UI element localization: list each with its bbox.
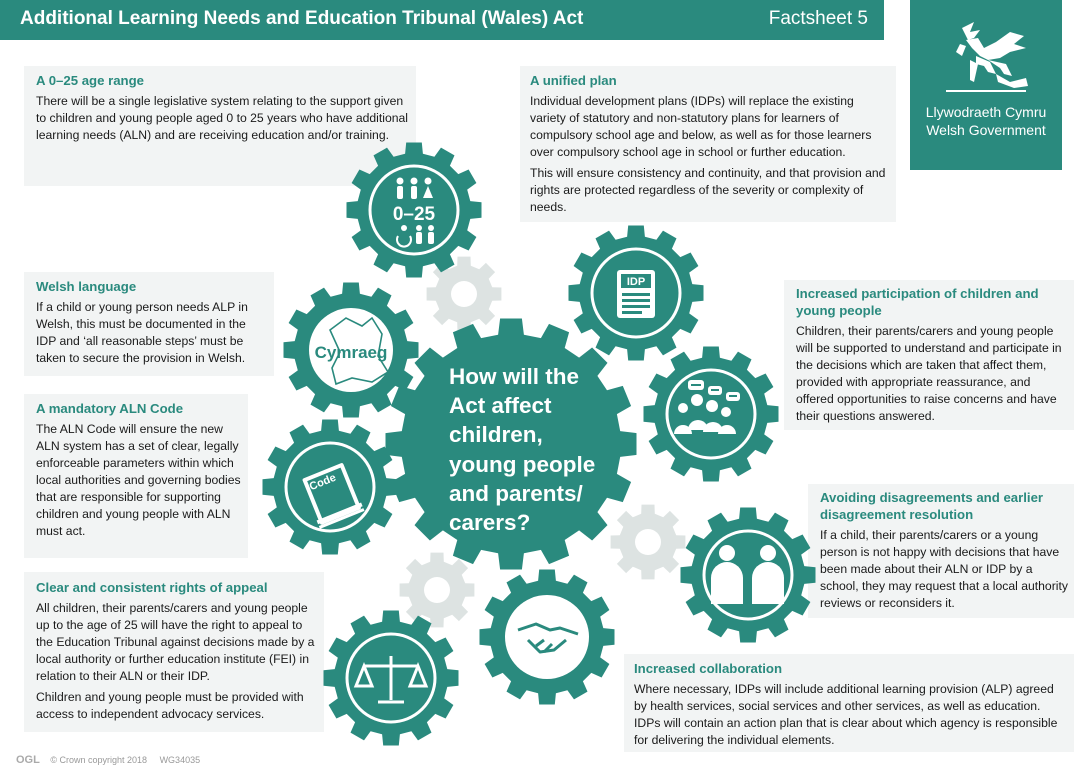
section-title: A unified plan — [530, 73, 617, 88]
section-body: The ALN Code will ensure the new ALN system has a set of clear, legally enforceable parameters within which local authorities and governing bodies that are responsible for supporting children and young people with ALN must act. — [36, 422, 241, 538]
document-code: WG34035 — [159, 755, 201, 765]
section-appeal — [36, 579, 322, 727]
section-body: If a child, their parents/carers or a young person is not happy with decisions that have been made about their ALN or IDP by a school, they may request that a local authority reviews or reconsiders it. — [820, 528, 1068, 610]
central-question: How will the Act affect children, young people and parents/ carers? — [449, 364, 596, 536]
collaboration-gear-icon — [480, 570, 615, 705]
section-welsh-language — [36, 278, 262, 371]
section-title: Avoiding disagreements and earlier disagreement resolution — [820, 490, 1044, 522]
ogl-logo: OGL — [16, 754, 40, 766]
code-gear-label: Code — [307, 471, 338, 494]
participation-gear-icon — [644, 347, 779, 482]
section-participation — [796, 285, 1066, 429]
section-body: All children, their parents/carers and young people up to the age of 25 will have the right to appeal to the Education Tribunal against decisions made by a local authority or further education institute (FEI) in relation to their ALN or their IDP. — [36, 601, 315, 683]
section-body: Where necessary, IDPs will include additional learning provision (ALP) agreed by health services, social services and other services, as well as education. IDPs will contain an action plan that is clear about which agency is responsible for delivering the individual elements. — [634, 682, 1058, 747]
factsheet-label: Factsheet 5 — [768, 8, 868, 29]
section-title: Increased collaboration — [634, 661, 783, 676]
section-aln-code — [36, 400, 248, 544]
footer — [16, 754, 210, 766]
section-age-range — [36, 72, 412, 148]
section-title: Welsh language — [36, 279, 137, 294]
decorative-gear-icon — [400, 553, 475, 628]
section-body: If a child or young person needs ALP in Welsh, this must be documented in the IDP and ‘all reasonable steps’ must be taken to secure the provision in Welsh. — [36, 300, 248, 365]
copyright-text: © Crown copyright 2018 — [50, 755, 148, 765]
age-gear-label: 0–25 — [392, 204, 436, 225]
section-title: Clear and consistent rights of appeal — [36, 580, 268, 595]
section-body: There will be a single legislative system relating to the support given to children and young people aged 0 to 25 years who have additional learning needs (ALN) and are receiving education and/or training. — [36, 94, 408, 142]
logo-english-name: Welsh Government — [926, 122, 1046, 138]
section-body: Children and young people must be provided with access to independent advocacy services. — [36, 690, 304, 721]
idp-gear-label: IDP — [626, 276, 646, 288]
section-title: Increased participation of children and young people — [796, 286, 1039, 318]
section-body: This will ensure consistency and continuity, and that provision and rights are protected regardless of the severity or complexity of needs. — [530, 166, 886, 214]
section-collaboration — [634, 660, 1070, 753]
section-unified-plan — [530, 72, 890, 220]
document-title: Additional Learning Needs and Education Tribunal (Wales) Act — [20, 8, 584, 29]
section-body: Individual development plans (IDPs) will replace the existing variety of statutory and non-statutory plans for learners of compulsory school age and below, as well as for those learners over compulsory school age in school or further education. — [530, 94, 872, 159]
logo-welsh-name: Llywodraeth Cymru — [925, 104, 1047, 120]
section-title: A mandatory ALN Code — [36, 401, 184, 416]
section-title: A 0–25 age range — [36, 73, 144, 88]
disagreement-gear-icon — [681, 508, 816, 643]
section-body: Children, their parents/carers and young people will be supported to understand and participate in the decisions which are taken that affect them, provided with appropriate reassurance, and offered opportunities to raise concerns and have their questions answered. — [796, 324, 1062, 423]
section-disagreements — [820, 489, 1070, 616]
welsh-gear-label: Cymraeg — [314, 343, 388, 362]
